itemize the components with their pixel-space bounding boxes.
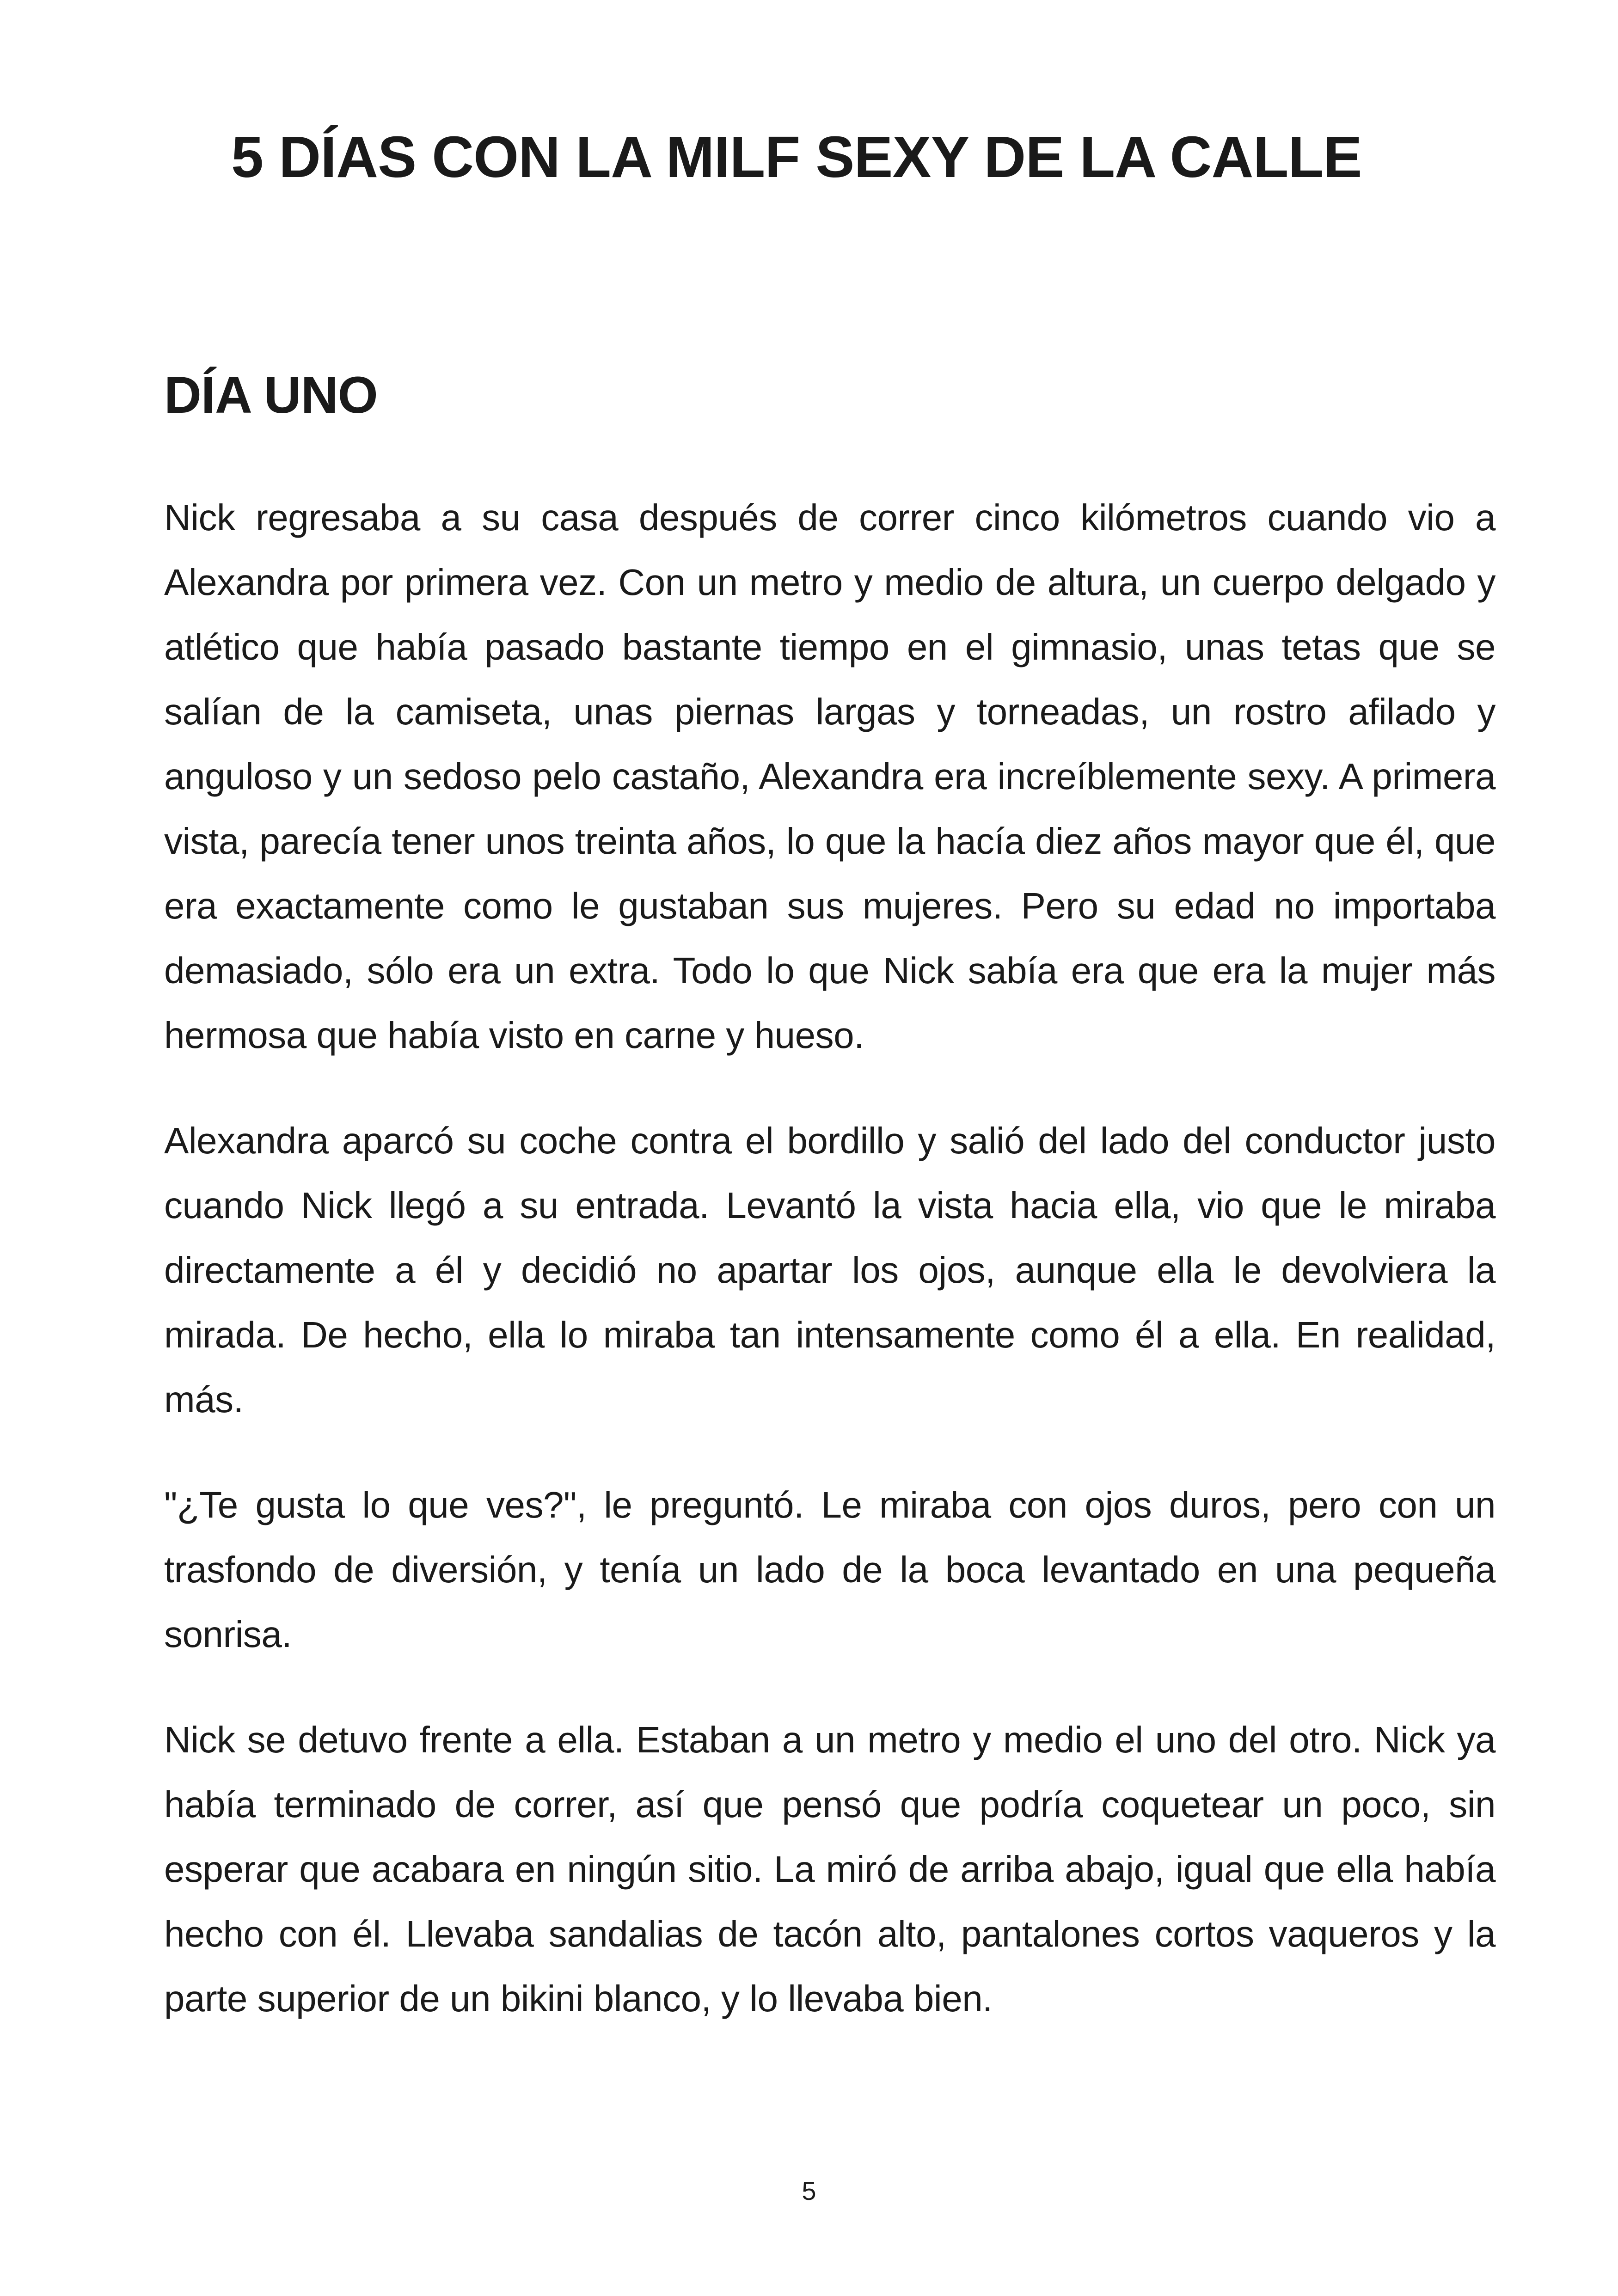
book-title: 5 DÍAS CON LA MILF SEXY DE LA CALLE <box>231 124 1362 190</box>
paragraph: "¿Te gusta lo que ves?", le preguntó. Le miraba con ojos duros, pero con un trasfondo de diversión, y tenía un lado de la boca levantado en una pequeña sonrisa. <box>164 1484 1495 1655</box>
body-text <box>164 485 1495 2072</box>
paragraph: Nick regresaba a su casa después de correr cinco kilómetros cuando vio a Alexandra por primera vez. Con un metro y medio de altura, un cuerpo delgado y atlético que había pasado bastante tiempo en el gimnasio, unas tetas que se salían de la camiseta, unas piernas largas y torneadas, un rostro afilado y anguloso y un sedoso pelo castaño, Alexandra era increíblemente sexy. A primera vista, parecía tener unos treinta años, lo que la hacía diez años mayor que él, que era exactamente como le gustaban sus mujeres. Pero su edad no importaba demasiado, sólo era un extra. Todo lo que Nick sabía era que era la mujer más hermosa que había visto en carne y hueso. <box>164 497 1495 1056</box>
chapter-title: DÍA UNO <box>164 366 378 424</box>
page-number: 5 <box>802 2176 816 2205</box>
paragraph: Alexandra aparcó su coche contra el bordillo y salió del lado del conductor justo cuando Nick llegó a su entrada. Levantó la vista hacia ella, vio que le miraba directamente a él y decidió no apartar los ojos, aunque ella le devolviera la mirada. De hecho, ella lo miraba tan intensamente como él a ella. En realidad, más. <box>164 1120 1495 1420</box>
paragraph: Nick se detuvo frente a ella. Estaban a un metro y medio el uno del otro. Nick ya había terminado de correr, así que pensó que podría coquetear un poco, sin esperar que acabara en ningún sitio. La miró de arriba abajo, igual que ella había hecho con él. Llevaba sandalias de tacón alto, pantalones cortos vaqueros y la parte superior de un bikini blanco, y lo llevaba bien. <box>164 1719 1495 2019</box>
